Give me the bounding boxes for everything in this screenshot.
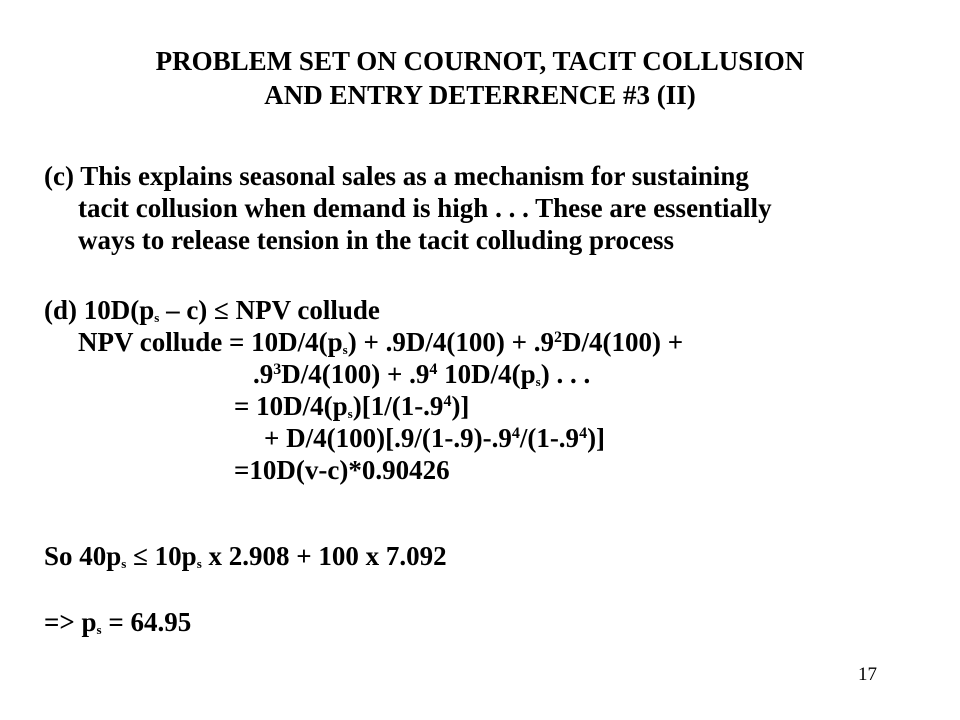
title-line-2: AND ENTRY DETERRENCE #3 (II) (264, 80, 696, 110)
part-d-line-2: NPV collude = $10D/4(p_s) + .9D/4(100) + .9^2D/4(100)$ + (78, 327, 684, 357)
part-c-line-1: (c) This explains seasonal sales as a mechanism for sustaining (44, 161, 749, 191)
page-number: 17 (858, 664, 877, 685)
part-d-line-5: + $D/4(100)[.9/(1-.9)-.9^4/(1-.9^4)]$ (264, 423, 606, 453)
part-d-line-6: =10D(v-c)*0.90426 (234, 455, 450, 485)
part-d-line-4: = $10D/4(p_s)[1/(1-.9^4)]$ (234, 391, 470, 421)
part-d-line-3: $.9^3D/4(100) + .9^4$ $10D/4(p_s)$ . . . (253, 359, 591, 389)
part-c-line-2: tacit collusion when demand is high . . . These are essentially (78, 193, 772, 223)
part-c-line-3: ways to release tension in the tacit colluding process (78, 225, 674, 255)
title-line-1: PROBLEM SET ON COURNOT, TACIT COLLUSION (155, 46, 805, 76)
part-d-line-1: (d) $10D(p_s - c)$ ≤ NPV collude (44, 295, 380, 325)
so-line: So $40p_s \le 10p_s$ x 2.908 + 100 x 7.092 (44, 541, 447, 571)
result-line: => $p_s = 64.95$ (44, 607, 192, 637)
slide-title (0, 44, 960, 112)
